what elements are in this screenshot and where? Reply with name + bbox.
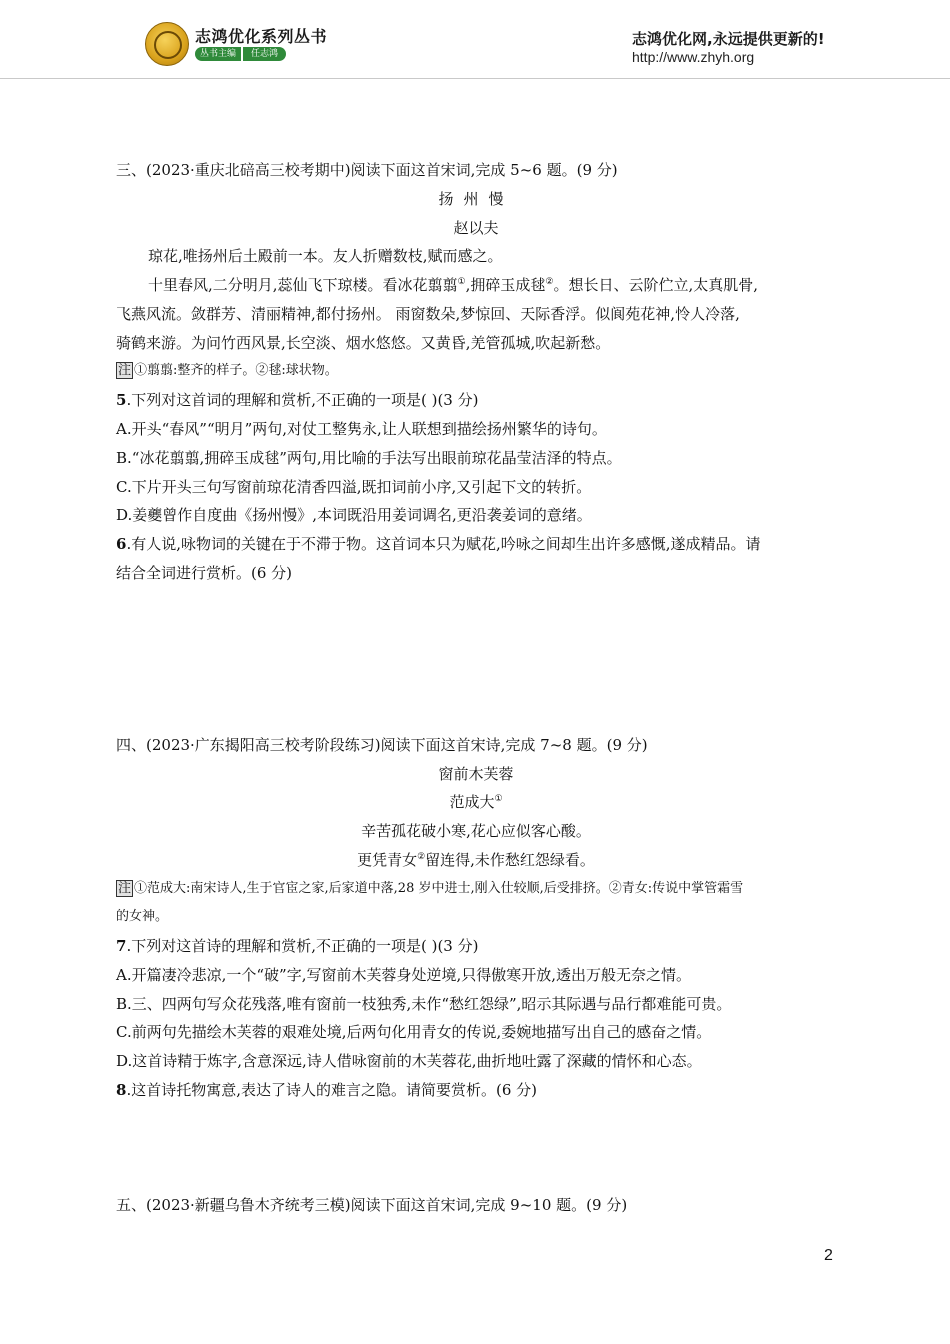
question-number: 8: [116, 1081, 127, 1099]
section-3-heading: 三、(2023·重庆北碚高三校考期中)阅读下面这首宋词,完成 5~6 题。(9 分): [116, 161, 618, 179]
option-b: B.“冰花翦翦,拥碎玉成毬”两句,用比喻的手法写出眼前琼花晶莹洁泽的特点。: [116, 449, 622, 467]
poem-note: [116, 879, 743, 899]
question-text: .这首诗托物寓意,表达了诗人的难言之隐。请简要赏析。(6 分): [126, 1081, 537, 1099]
poem-title-yangzhoumanr: 扬州慢: [438, 190, 514, 208]
poem-text: 。想长日、云阶伫立,太真肌骨,: [553, 276, 759, 294]
editor-label: 丛书主编: [195, 47, 241, 61]
question-7: [116, 936, 478, 956]
option-d: D.姜夔曾作自度曲《扬州慢》,本词既沿用姜词调名,更沿袭姜词的意绪。: [116, 506, 592, 524]
poem-note: [116, 361, 338, 381]
question-number: 5: [116, 391, 127, 409]
footnote-ref: ②: [545, 277, 554, 287]
note-text: ①范成大:南宋诗人,生于官宦之家,后家道中落,28 岁中进士,刚入仕较顺,后受排挤。②青女:传说中掌管霜雪: [134, 881, 744, 896]
poem-text: 十里春风,二分明月,蕊仙飞下琼楼。看冰花翦翦: [148, 276, 458, 294]
poem-title-muff: 窗前木芙蓉: [438, 765, 514, 783]
poem-text: ,拥碎玉成毬: [465, 276, 546, 294]
poem-text: 更凭青女: [357, 851, 418, 869]
footnote-ref: ①: [457, 277, 466, 287]
poem-body-line: 骑鹤来游。为问竹西风景,长空淡、烟水悠悠。又黄昏,羌管孤城,吹起新愁。: [116, 334, 611, 352]
poem-body-line: 飞燕风流。敛群芳、清丽精神,都付扬州。 雨窗数朵,梦惊回、天际香浮。似阆苑花神,怜人冷落,: [116, 305, 740, 323]
editor-name: 任志鸿: [243, 47, 286, 61]
option-a: A.开篇凄冷悲凉,一个“破”字,写窗前木芙蓉身处逆境,只得傲寒开放,透出万般无奈之情。: [116, 966, 692, 984]
header-divider: [0, 78, 950, 79]
question-6-cont: 结合全词进行赏析。(6 分): [116, 564, 293, 582]
poem-author: 赵以夫: [453, 219, 499, 237]
series-title: 志鸿优化系列丛书: [195, 27, 328, 46]
poem-author: [116, 792, 836, 812]
page-number: 2: [824, 1247, 833, 1264]
question-text: .下列对这首诗的理解和赏析,不正确的一项是( )(3 分): [126, 937, 479, 955]
section-4-heading: 四、(2023·广东揭阳高三校考阶段练习)阅读下面这首宋诗,完成 7~8 题。(9 分): [116, 736, 648, 754]
option-c: C.下片开头三句写窗前琼花清香四溢,既扣词前小序,又引起下文的转折。: [116, 478, 592, 496]
note-mark: 注: [118, 363, 132, 378]
poem-verse-1: 辛苦孤花破小寒,花心应似客心酸。: [361, 822, 591, 840]
poem-text: 留连得,未作愁红怨绿看。: [425, 851, 595, 869]
option-d: D.这首诗精于炼字,含意深远,诗人借咏窗前的木芙蓉花,曲折地吐露了深藏的情怀和心态。: [116, 1052, 702, 1070]
poem-preface: 琼花,唯扬州后土殿前一本。友人折赠数枝,赋而感之。: [148, 247, 503, 265]
question-6: [116, 534, 761, 554]
poem-verse-2: [116, 850, 836, 870]
author-name: 范成大: [449, 793, 495, 811]
site-url-link[interactable]: http://www.zhyh.org: [632, 49, 755, 65]
note-mark: 注: [118, 881, 132, 896]
question-5: [116, 390, 478, 410]
footnote-ref: ②: [417, 852, 426, 862]
question-number: 6: [116, 535, 127, 553]
page-header: [0, 0, 950, 80]
option-a: A.开头“春风”“明月”两句,对仗工整隽永,让人联想到描绘扬州繁华的诗句。: [116, 420, 607, 438]
editor-badge: [195, 47, 286, 61]
option-c: C.前两句先描绘木芙蓉的艰难处境,后两句化用青女的传说,委婉地描写出自己的感奋之情。: [116, 1023, 712, 1041]
poem-note-cont: 的女神。: [116, 909, 169, 924]
site-slogan: 志鸿优化网,永远提供更新的!: [632, 30, 825, 48]
footnote-ref: ①: [494, 794, 503, 804]
question-text: .有人说,咏物词的关键在于不滞于物。这首词本只为赋花,吟咏之间却生出许多感慨,遂成精品。请: [126, 535, 761, 553]
publisher-seal-icon: [145, 22, 189, 66]
note-text: ①翦翦:整齐的样子。②毬:球状物。: [134, 363, 338, 378]
question-number: 7: [116, 937, 127, 955]
question-8: [116, 1080, 537, 1100]
poem-body-line: [148, 275, 758, 295]
section-5-heading: 五、(2023·新疆乌鲁木齐统考三模)阅读下面这首宋词,完成 9~10 题。(9 分): [116, 1196, 628, 1214]
option-b: B.三、四两句写众花残落,唯有窗前一枝独秀,未作“愁红怨绿”,昭示其际遇与品行都难能可贵。: [116, 995, 732, 1013]
question-text: .下列对这首词的理解和赏析,不正确的一项是( )(3 分): [126, 391, 479, 409]
